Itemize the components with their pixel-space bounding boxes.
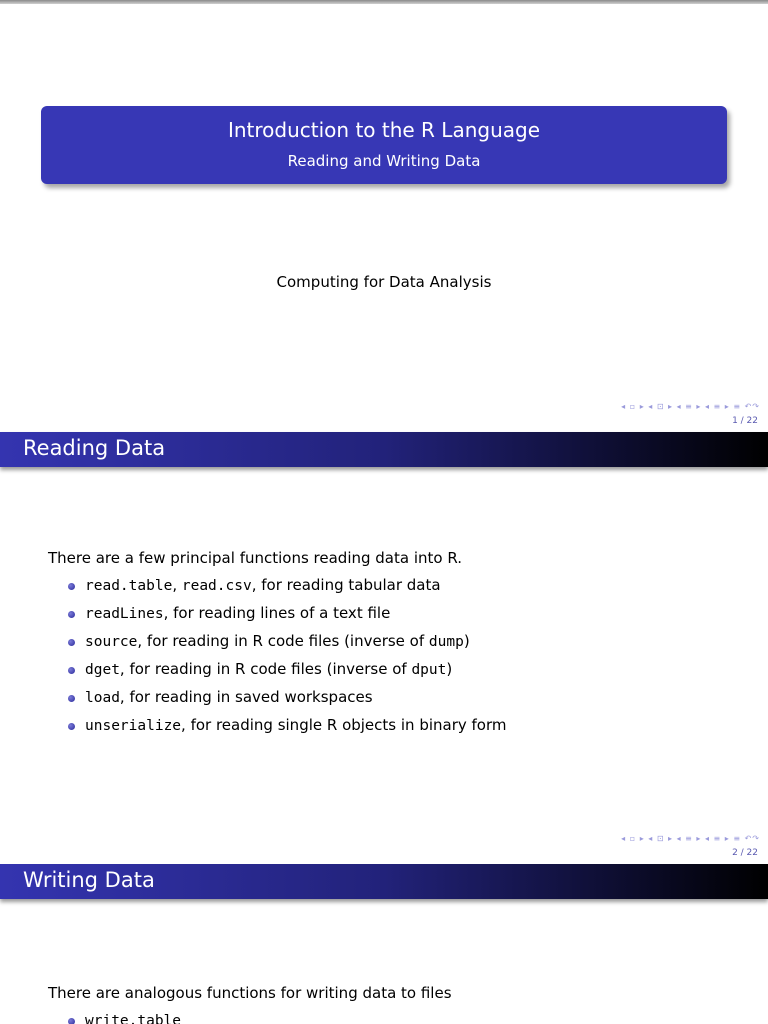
list-item [66,659,507,687]
frame-title: Reading Data [23,436,166,460]
presentation-title: Introduction to the R Language [227,118,541,142]
code-text: dget [85,662,120,678]
code-text: load [85,690,120,706]
item-text-end: ) [463,632,470,650]
code-text: read.table [85,578,173,594]
item-text: , for reading in R code files (inverse of [137,632,429,650]
item-text: , for reading single R objects in binary form [181,716,507,734]
beamer-navigation-icons[interactable]: ◂ ▫ ▸ ◂ ⊡ ▸ ◂ ≡ ▸ ◂ ≡ ▸ ≡ ↶↷ [621,402,760,411]
bullet-icon [68,611,75,618]
list-item [66,631,507,659]
item-text-end: ) [446,660,453,678]
slide-writing-data [0,864,768,1024]
item-text: , for reading in R code files (inverse of [119,660,412,678]
bullet-icon [68,639,75,646]
bullet-icon [68,583,75,590]
bullet-icon [68,1018,75,1024]
code-text: dput [411,662,447,678]
bullet-icon [68,667,75,674]
title-block [41,106,727,184]
list-item [66,603,507,631]
item-text: , for reading tabular data [251,576,441,594]
intro-text: There are analogous functions for writing data to files [48,984,452,1002]
bullet-icon [68,723,75,730]
item-text: , for reading in saved workspaces [119,688,373,706]
code-text: dump [428,634,464,650]
frame-title: Writing Data [23,868,155,892]
code-text: readLines [85,606,164,622]
code-text: source [85,634,138,650]
frame-title-bar [0,864,768,899]
list-item [66,715,507,743]
slide-title [0,4,768,432]
institute-text: Computing for Data Analysis [276,273,492,291]
bullet-icon [68,695,75,702]
separator-text: , [172,576,182,594]
slide-reading-data [0,432,768,864]
presentation-subtitle: Reading and Writing Data [287,152,481,170]
page-number: 2 / 22 [732,848,758,858]
list-item [66,687,507,715]
code-text: write.table [85,1013,182,1024]
intro-text: There are a few principal functions reading data into R. [48,549,463,567]
beamer-navigation-icons[interactable]: ◂ ▫ ▸ ◂ ⊡ ▸ ◂ ≡ ▸ ◂ ≡ ▸ ≡ ↶↷ [621,834,760,843]
function-list [66,1010,181,1024]
code-text: read.csv [181,578,252,594]
list-item [66,575,507,603]
frame-title-bar [0,432,768,467]
list-item [66,1010,181,1024]
code-text: unserialize [85,718,182,734]
page-number: 1 / 22 [732,416,758,426]
item-text: , for reading lines of a text file [163,604,391,622]
function-list [66,575,507,743]
